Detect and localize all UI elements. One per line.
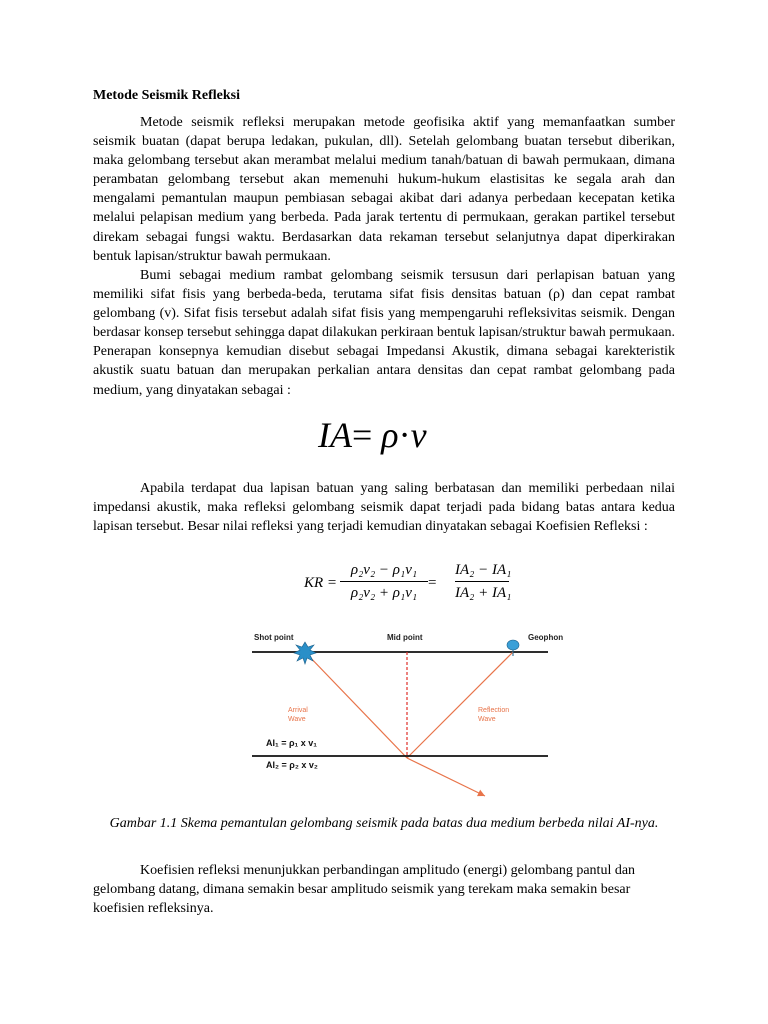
refracted-wave-ray — [407, 758, 485, 796]
eq-kr-numerator: ρ₂v₂ − ρ₁v₁ — [340, 562, 428, 582]
eq-ia-lhs: IA — [318, 415, 352, 455]
eq-kr-fraction-2 — [455, 562, 512, 602]
eq-kr-lhs: KR = — [304, 575, 338, 591]
ai2-label: AI₂ = ρ₂ x v₂ — [266, 760, 318, 770]
equation-impedance — [318, 414, 427, 456]
eq-ia-dot: · — [398, 415, 411, 455]
mid-point-label: Mid point — [387, 633, 423, 642]
shot-point-label: Shot point — [254, 633, 294, 642]
paragraph-3: Apabila terdapat dua lapisan batuan yang saling berbatasan dan memiliki perbedaan nilai impedansi akustik, maka refleksi gelombang seismik dapat terjadi pada bidang batas antara kedua lapisan tersebut. Besar nilai refleksi yang terjadi kemudian dinyatakan sebagai Koefisien Refleksi : — [93, 481, 675, 535]
ai1-label: AI₁ = ρ₁ x v₁ — [266, 738, 318, 748]
eq-kr-equals: = — [428, 575, 437, 591]
geophone-label: Geophon — [528, 633, 564, 642]
eq-kr-numerator-2: IA₂ − IA₁ — [455, 562, 509, 582]
eq-kr-denominator-2: IA₂ + IA₁ — [455, 585, 512, 601]
figure-caption: Gambar 1.1 Skema pemantulan gelombang seismik pada batas dua medium berbeda nilai AI-nya. — [109, 816, 659, 831]
paragraph-1: Metode seismik refleksi merupakan metode geofisika aktif yang memanfaatkan sumber seismik buatan (dapat berupa ledakan, pukulan, dll). Setelah gelombang buatan tersebut diberikan, maka gelombang tersebut akan merambat melalui medium tanah/batuan di bawah permukaan, dimana perambatan gelombang tersebut akan memenuhi hukum-hukum elastisitas ke segala arah dan mengalami pemantulan maupun pembiasan sebagai akibat dari adanya perbedaan kecepatan ketika melalui pelapisan medium yang berbeda. Pada jarak tertentu di permukaan, gerakan partikel tersebut direkam sebagai fungsi waktu. Berdasarkan data rekaman tersebut selanjutnya dapat diperkirakan bentuk lapisan/struktur bawah permukaan. — [93, 115, 675, 264]
reflection-wave-ray — [407, 652, 513, 758]
geophone-icon — [507, 640, 519, 656]
eq-kr-fraction-1 — [340, 562, 428, 602]
reflection-wave-label-2: Wave — [478, 716, 496, 723]
eq-ia-rho: ρ — [381, 415, 399, 455]
paragraph-4: Koefisien refleksi menunjukkan perbandingan amplitudo (energi) gelombang pantul dan gelombang datang, dimana semakin besar amplitudo seismik yang terekam maka semakin besar koefisien refleksinya. — [93, 863, 636, 917]
reflection-wave-label-1: Reflection — [478, 707, 510, 714]
section-heading: Metode Seismik Refleksi — [93, 88, 240, 103]
arrival-wave-label-2: Wave — [288, 716, 306, 723]
eq-ia-v: v — [410, 415, 427, 455]
eq-ia-equals: = — [351, 415, 373, 455]
arrival-wave-label-1: Arrival — [288, 707, 308, 714]
eq-kr-denominator: ρ₂v₂ + ρ₁v₁ — [350, 585, 418, 601]
paragraph-2: Bumi sebagai medium rambat gelombang seismik tersusun dari perlapisan batuan yang memiliki sifat fisis yang berbeda-beda, terutama sifat fisis densitas batuan (ρ) dan cepat rambat gelombang (v). Sifat fisis tersebut adalah sifat fisis yang mempengaruhi refleksivitas seismik. Dengan berdasar konsep tersebut sehingga dapat dilakukan perkiraan bentuk lapisan/struktur bawah permukaan. Penerapan konsepnya kemudian disebut sebagai Impedansi Akustik, dimana sebagai karekteristik akustik suatu batuan dan merupakan perkalian antara densitas dan cepat rambat gelombang pada medium, yang dinyatakan sebagai : — [93, 268, 675, 398]
arrival-wave-ray — [305, 652, 407, 758]
shot-point-icon — [294, 642, 316, 664]
reflection-diagram — [248, 628, 578, 800]
